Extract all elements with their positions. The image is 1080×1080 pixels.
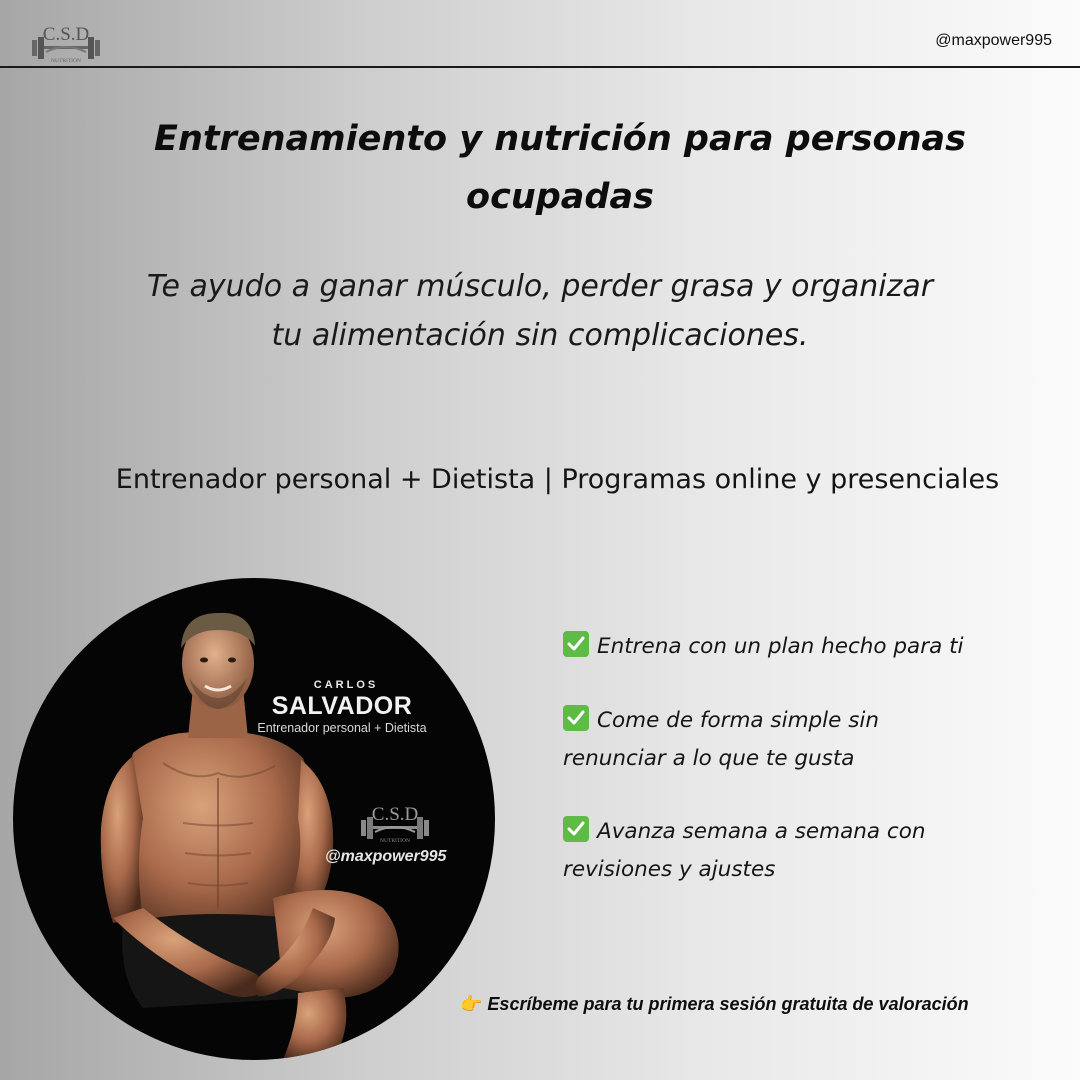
profile-card	[13, 578, 495, 1060]
check-icon	[563, 705, 589, 731]
header-handle[interactable]: @maxpower995	[935, 32, 1052, 49]
card-logo-brand-text: C.S.D	[371, 804, 419, 825]
logo-brand-text: C.S.D	[42, 24, 90, 45]
card-brand-logo	[359, 798, 431, 844]
title-line-1: Entrenamiento y nutrición para personas	[154, 119, 966, 159]
header-divider	[0, 66, 1080, 68]
benefit-text: Avanza semana a semana con	[597, 819, 926, 844]
services-line: Entrenador personal + Dietista | Programas online y presenciales	[115, 464, 1000, 495]
logo-tagline-text: NUTRITION	[51, 58, 81, 64]
barbell-logo-icon	[30, 18, 102, 64]
check-icon	[563, 816, 589, 842]
check-icon	[563, 631, 589, 657]
card-handle[interactable]: @maxpower995	[325, 848, 447, 865]
benefit-item	[563, 702, 1033, 778]
cta-text: Escríbeme para tu primera sesión gratuita de valoración	[487, 994, 969, 1014]
card-logo-tagline-text: NUTRITION	[380, 838, 410, 844]
card-role: Entrenador personal + Dietista	[257, 721, 427, 735]
page-title	[110, 110, 1010, 226]
benefit-item	[563, 813, 1033, 889]
benefit-text: Come de forma simple sin	[597, 708, 879, 733]
benefit-text: Entrena con un plan hecho para ti	[597, 634, 964, 659]
pointing-hand-icon: 👉	[460, 994, 483, 1014]
subtitle-line-1: Te ayudo a ganar músculo, perder grasa y organizar	[146, 269, 934, 304]
benefit-text-continued: renunciar a lo que te gusta	[563, 746, 855, 771]
title-line-2: ocupadas	[466, 177, 654, 217]
benefit-item	[563, 628, 1033, 666]
cta-message[interactable]	[460, 994, 1060, 1015]
brand-logo	[30, 18, 102, 64]
subtitle-line-2: tu alimentación sin complicaciones.	[271, 318, 809, 353]
card-last-name: SALVADOR	[271, 692, 413, 720]
card-first-name: CARLOS	[313, 679, 379, 691]
barbell-logo-icon	[359, 798, 431, 844]
benefit-text-continued: revisiones y ajustes	[563, 857, 776, 882]
subtitle	[90, 262, 990, 360]
